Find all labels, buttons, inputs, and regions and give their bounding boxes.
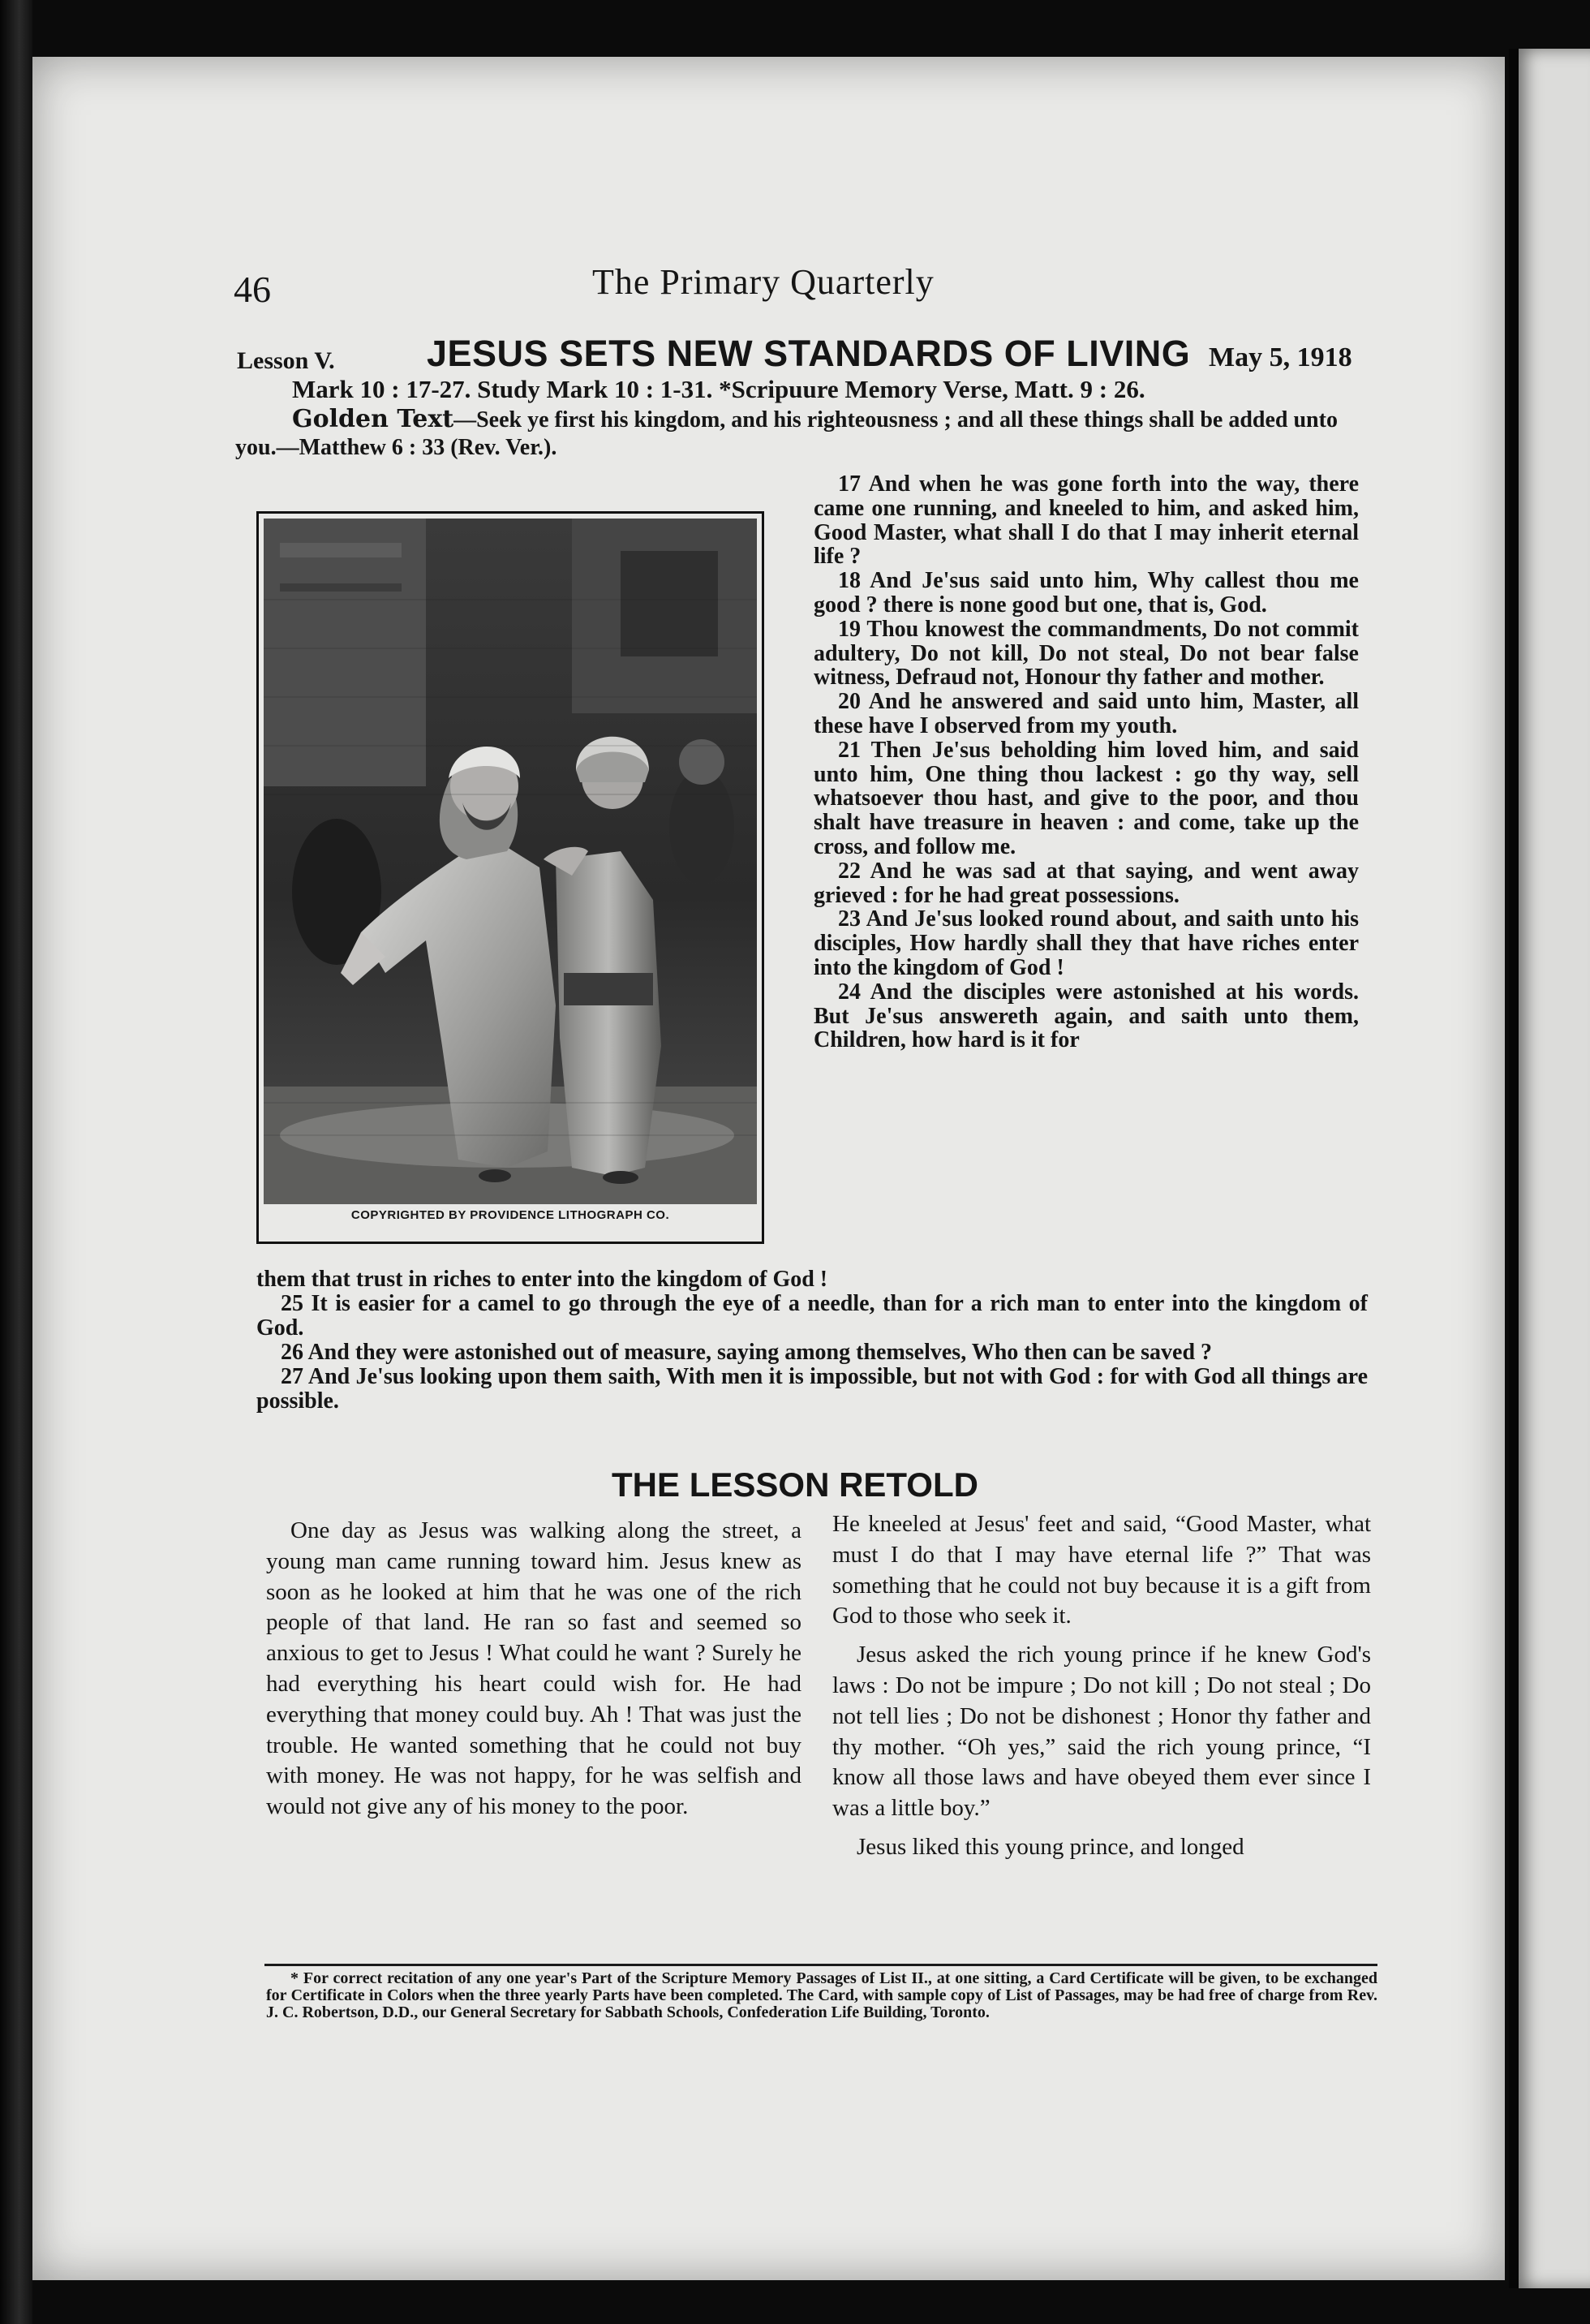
- verse-26: 26 And they were astonished out of measure, saying among themselves, Who then can be saved ?: [281, 1340, 1213, 1365]
- verse-17: 17 And when he was gone forth into the way, there came one running, and kneeled to him, and asked him, Good Master, what shall I do that I may inherit eternal life ?: [814, 471, 1359, 570]
- retold-heading: THE LESSON RETOLD: [612, 1465, 978, 1504]
- lesson-number: Lesson V.: [237, 347, 335, 374]
- verse-18: 18 And Je'sus said unto him, Why callest thou me good ? there is none good but one, that is, God.: [814, 568, 1359, 618]
- footnote-divider: [264, 1964, 1377, 1966]
- engraving-jesus-and-young-ruler: [264, 519, 757, 1204]
- verse-24: 24 And the disciples were astonished at his words. But Je'sus answereth again, and saith unto them, Children, how hard is it for: [814, 979, 1359, 1053]
- retold-paragraph: He kneeled at Jesus' feet and said, “Good Master, what must I do that I may have eternal life ?” That was something that he could not buy because it is a gift from God to those who seek it.: [832, 1511, 1371, 1629]
- verse-19: 19 Thou knowest the commandments, Do not commit adultery, Do not kill, Do not steal, Do not bear false witness, Defraud not, Honour thy father and mother.: [814, 616, 1359, 691]
- illustration-credit: COPYRIGHTED BY PROVIDENCE LITHOGRAPH CO.: [350, 1208, 670, 1222]
- golden-text-label: Golden Text: [292, 405, 454, 433]
- golden-text: [235, 406, 1347, 462]
- book-binding-edge: [0, 0, 32, 2324]
- passage-reference: Mark 10 : 17-27. Study Mark 10 : 1-31. *Scripuure Memory Verse, Matt. 9 : 26.: [292, 375, 1145, 403]
- golden-text-body: —Seek ye first his kingdom, and his righteousness ; and all these things shall be added unto you.—Matthew 6 : 33 (Rev. Ver.).: [235, 407, 1338, 460]
- retold-left-column: [266, 1516, 801, 1831]
- facing-page-edge: [1509, 49, 1590, 2288]
- retold-paragraph: Jesus liked this young prince, and longed: [857, 1833, 1244, 1860]
- retold-paragraph: Jesus asked the rich young prince if he knew God's laws : Do not be impure ; Do not kill ; Do not steal ; Do not tell lies ; Do not be dishonest ; Honor thy father and thy mother. “Oh yes,” said the rich young prince, “I know all those laws and have obeyed them ever since I was a little boy.”: [832, 1642, 1371, 1822]
- scripture-verses-right: [814, 472, 1359, 1052]
- illustration: [256, 511, 764, 1244]
- verse-23: 23 And Je'sus looked round about, and saith unto his disciples, How hardly shall they that have riches enter into the kingdom of God !: [814, 906, 1359, 980]
- verse-22: 22 And he was sad at that saying, and went away grieved : for he had great possessions.: [814, 858, 1359, 908]
- verse-25: 25 It is easier for a camel to go through the eye of a needle, than for a rich man to enter into the kingdom of God.: [256, 1291, 1368, 1341]
- lesson-date: May 5, 1918: [1209, 342, 1352, 372]
- page-number: 46: [234, 269, 271, 310]
- retold-paragraph: One day as Jesus was walking along the street, a young man came running toward him. Jesus knew as soon as he looked at him that he was one of the rich people of that land. He ran so fast and seemed so anxious to get to Jesus ! What could he want ? Surely he had everything his heart could wish for. He had everything that money could buy. Ah ! That was just the trouble. He wanted something that he could not buy with money. He was not happy, for he was selfish and would not give any of his money to the poor.: [266, 1517, 801, 1820]
- verse-20: 20 And he answered and said unto him, Master, all these have I observed from my youth.: [814, 689, 1359, 738]
- lesson-header: [237, 331, 1373, 380]
- scripture-verses-full-width: [256, 1267, 1368, 1414]
- lesson-title: JESUS SETS NEW STANDARDS OF LIVING: [427, 333, 1191, 374]
- verse-27: 27 And Je'sus looking upon them saith, With men it is impossible, but not with God : for with God all things are possible.: [256, 1364, 1368, 1414]
- verse-24-continued: them that trust in riches to enter into the kingdom of God !: [256, 1267, 828, 1292]
- running-head: The Primary Quarterly: [592, 262, 935, 302]
- footnote: * For correct recitation of any one year's Part of the Scripture Memory Passages of List II., at one sitting, a Card Certificate will be given, to be exchanged for Certificate in Colors when the three yearly Parts have been completed. The Card, with sample copy of List of Passages, may be had free of charge from Rev. J. C. Robertson, D.D., our General Secretary for Sabbath Schools, Confederation Life Building, Toronto.: [266, 1969, 1377, 2021]
- verse-21: 21 Then Je'sus beholding him loved him, and said unto him, One thing thou lackest : go thy way, sell whatsoever thou hast, and give to the poor, and thou shalt have treasure in heaven : and come, take up the cross, and follow me.: [814, 737, 1359, 859]
- retold-right-column: [832, 1509, 1371, 1871]
